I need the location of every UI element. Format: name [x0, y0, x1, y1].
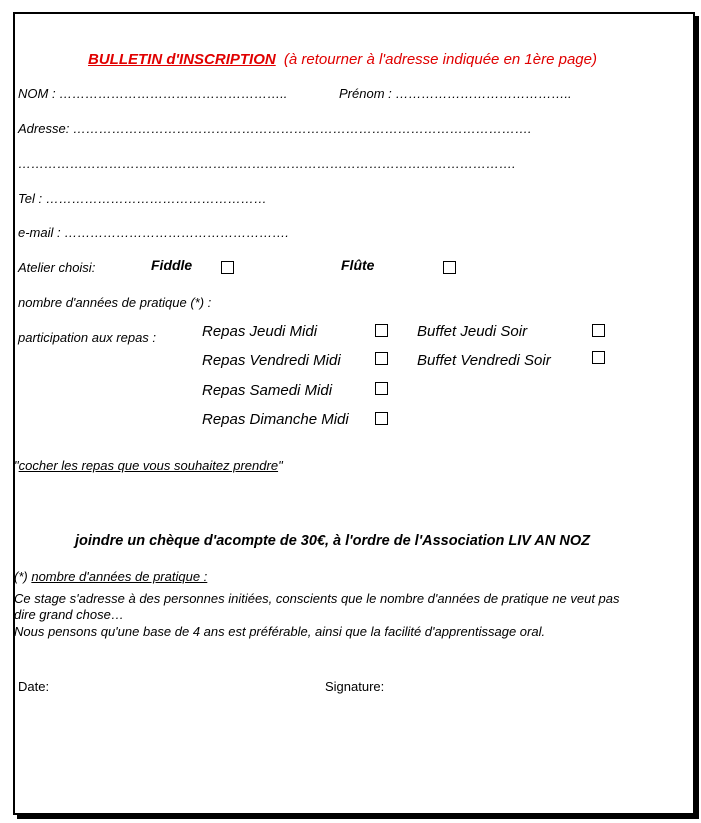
- buffet-vendredi-soir-label: Buffet Vendredi Soir: [417, 352, 551, 369]
- fiddle-checkbox[interactable]: [221, 261, 234, 274]
- footnote-line-2: dire grand chose…: [14, 607, 124, 622]
- cocher-note-close-quote: ": [278, 458, 283, 473]
- field-nom[interactable]: NOM : ……………………………………………..: [18, 86, 288, 101]
- atelier-label: Atelier choisi:: [18, 260, 96, 275]
- footnote-marker: (*): [14, 569, 28, 584]
- atelier-option-fiddle: Fiddle: [151, 257, 193, 273]
- title-sub: (à retourner à l'adresse indiquée en 1ère page): [283, 51, 597, 68]
- form-title: [88, 51, 597, 68]
- repas-samedi-midi-label: Repas Samedi Midi: [202, 382, 333, 399]
- date-label: Date:: [18, 679, 50, 694]
- frame-shadow-right: [695, 16, 699, 817]
- cheque-instruction: joindre un chèque d'acompte de 30€, à l'ordre de l'Association LIV AN NOZ: [75, 533, 590, 549]
- field-adresse[interactable]: Adresse: …………………………………………………………………………………………….: [18, 121, 532, 136]
- buffet-jeudi-soir-label: Buffet Jeudi Soir: [417, 323, 528, 340]
- field-prenom[interactable]: Prénom : …………………………………..: [339, 86, 572, 101]
- repas-label: participation aux repas :: [18, 330, 157, 345]
- footnote-line-3: Nous pensons qu'une base de 4 ans est préférable, ainsi que la facilité d'apprentissage oral.: [14, 624, 546, 639]
- footnote-title: nombre d'années de pratique :: [31, 569, 208, 584]
- repas-jeudi-midi-label: Repas Jeudi Midi: [202, 323, 318, 340]
- repas-vendredi-midi-label: Repas Vendredi Midi: [202, 352, 341, 369]
- repas-dimanche-midi-label: Repas Dimanche Midi: [202, 411, 349, 428]
- footnote-line-1: Ce stage s'adresse à des personnes initiées, conscients que le nombre d'années de pratique ne veut pas: [14, 591, 620, 606]
- buffet-vendredi-soir-checkbox[interactable]: [592, 351, 605, 364]
- repas-samedi-midi-checkbox[interactable]: [375, 382, 388, 395]
- pratique-label: nombre d'années de pratique (*) :: [18, 295, 212, 310]
- field-email[interactable]: e-mail : …………………………………………….: [18, 225, 289, 240]
- flute-checkbox[interactable]: [443, 261, 456, 274]
- cocher-note-open-quote: ": [14, 458, 19, 473]
- frame-shadow-bottom: [17, 815, 699, 819]
- buffet-jeudi-soir-checkbox[interactable]: [592, 324, 605, 337]
- footnote-heading: [14, 569, 207, 584]
- cocher-note: [14, 458, 283, 473]
- field-tel[interactable]: Tel : ……………………………………………: [18, 191, 267, 206]
- field-adresse-line2[interactable]: …………………………………………………………………………………………………….: [18, 156, 516, 171]
- repas-jeudi-midi-checkbox[interactable]: [375, 324, 388, 337]
- cocher-note-text: cocher les repas que vous souhaitez prendre: [18, 458, 279, 473]
- signature-label: Signature:: [325, 679, 385, 694]
- repas-vendredi-midi-checkbox[interactable]: [375, 352, 388, 365]
- repas-dimanche-midi-checkbox[interactable]: [375, 412, 388, 425]
- atelier-option-flute: Flûte: [341, 257, 375, 273]
- title-main: BULLETIN d'INSCRIPTION: [88, 51, 276, 68]
